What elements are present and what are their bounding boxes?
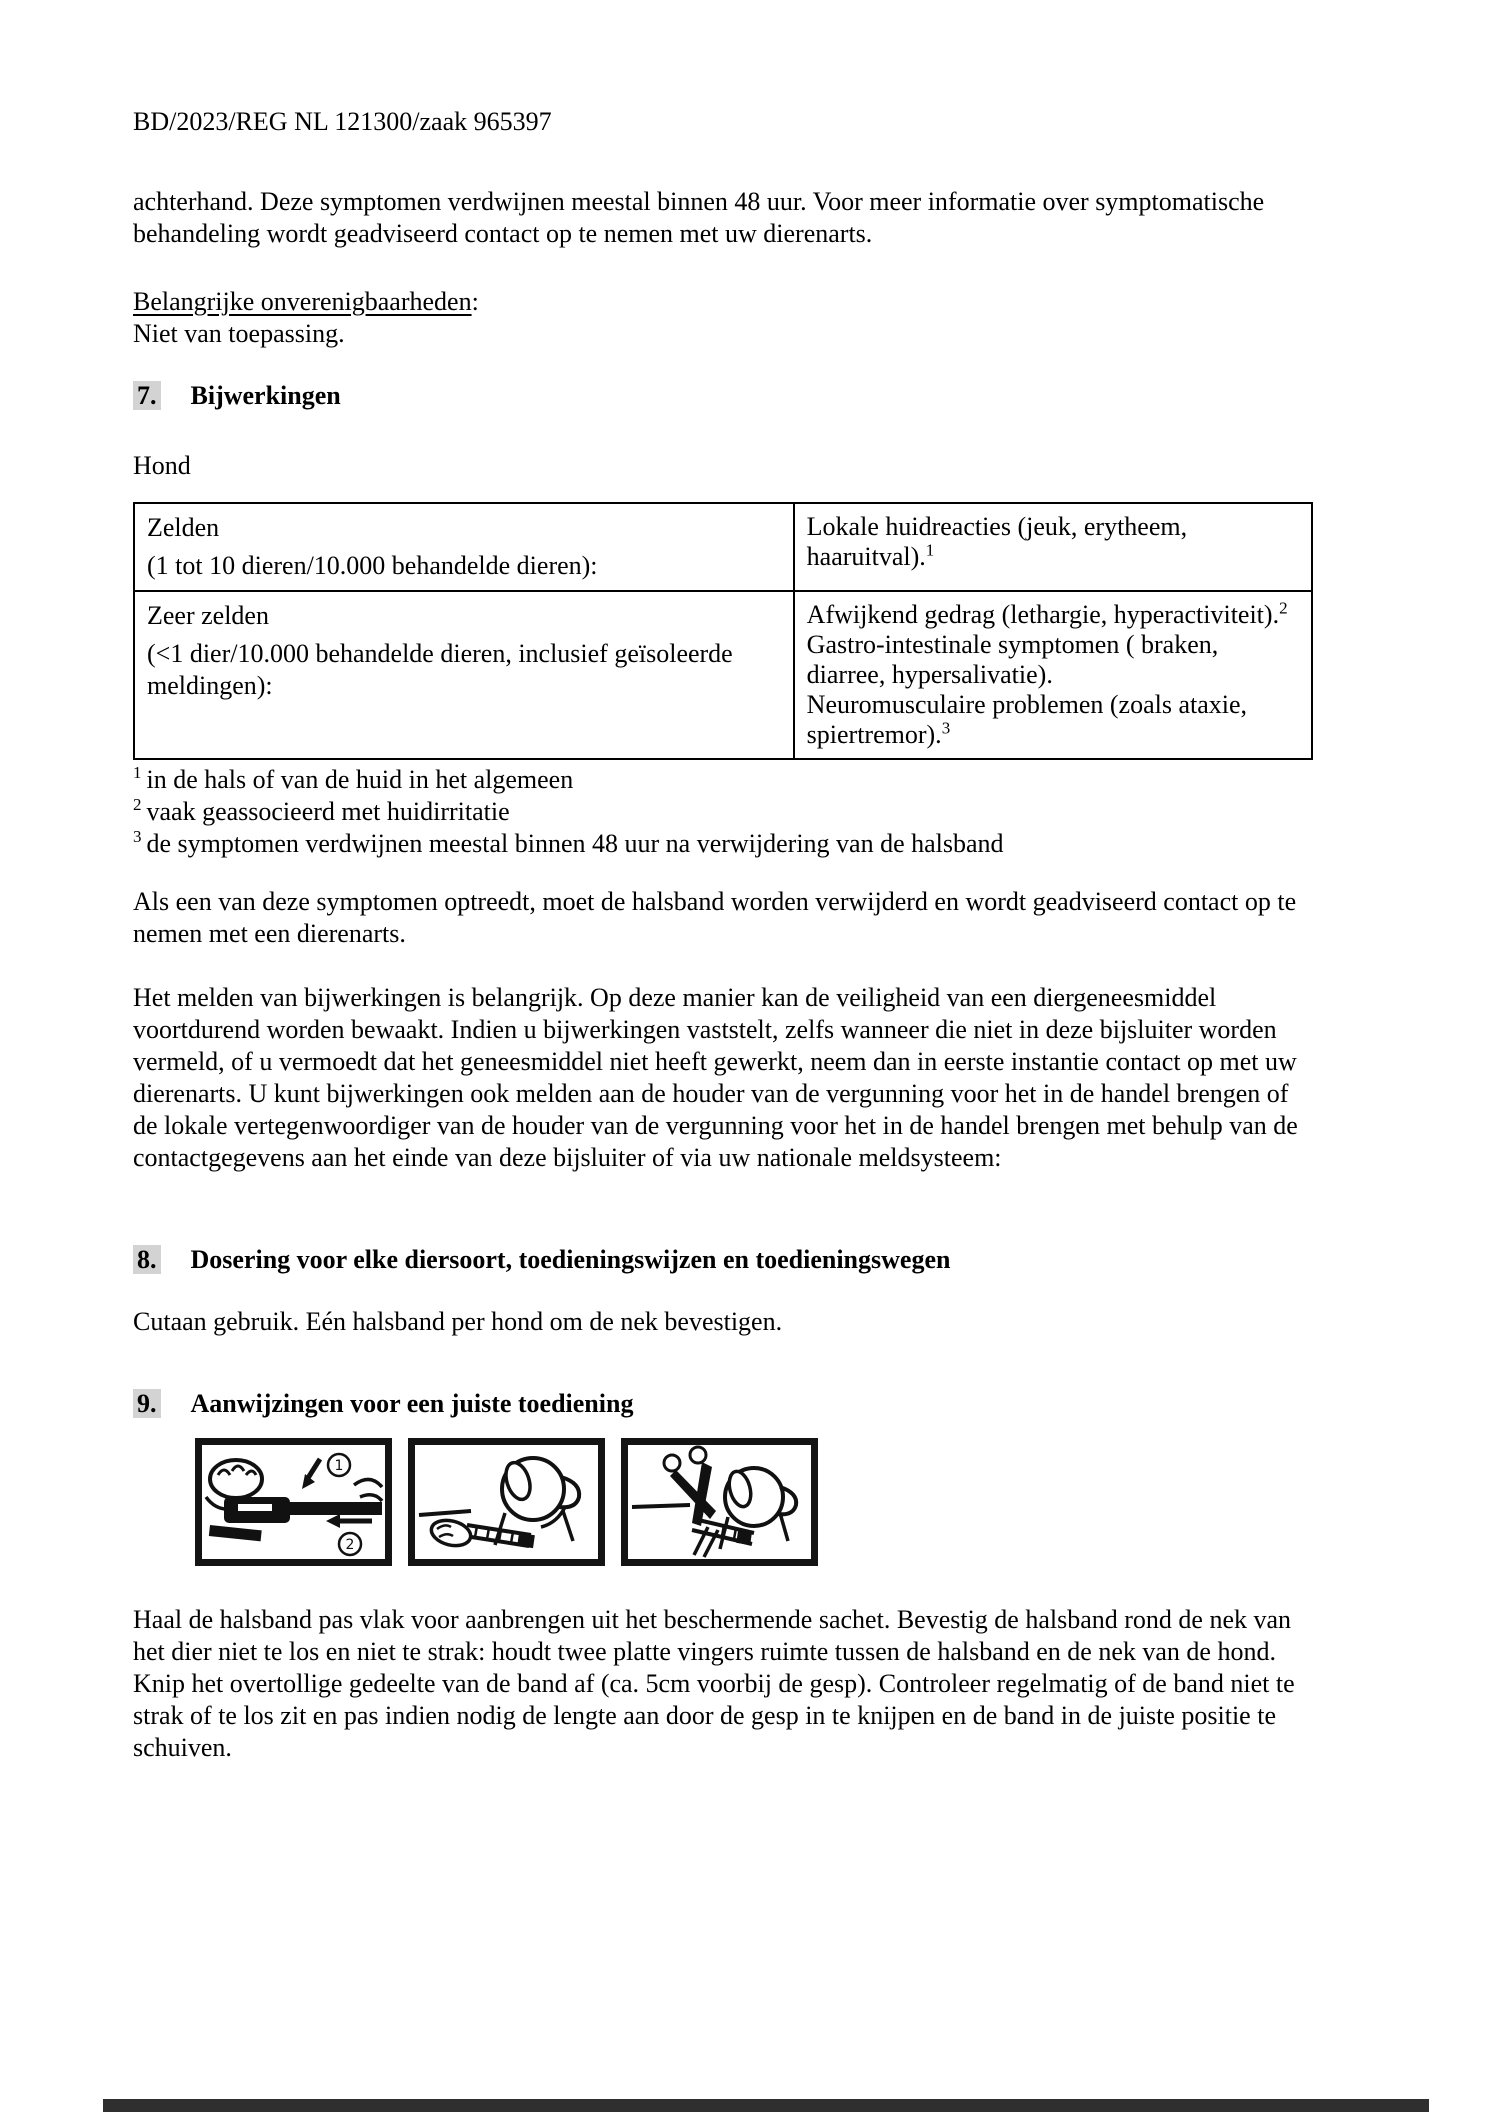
footnote-ref: 3 bbox=[941, 718, 951, 738]
footnote-marker: 3 bbox=[133, 827, 142, 847]
section-9-heading bbox=[133, 1388, 1313, 1420]
table-footnotes bbox=[133, 764, 1313, 860]
table-row bbox=[134, 503, 1312, 591]
figure-step1-thread-buckle bbox=[195, 1438, 392, 1566]
species-label: Hond bbox=[133, 451, 191, 480]
footnote-text: vaak geassocieerd met huidirritatie bbox=[146, 797, 510, 826]
reaction-item: Neuromusculaire problemen (zoals ataxie, spiertremor).$^3$ bbox=[806, 690, 1248, 749]
figure-step2-fit-collar bbox=[408, 1438, 605, 1566]
footnote-ref: 1 bbox=[925, 540, 935, 560]
application-instructions-paragraph: Haal de halsband pas vlak voor aanbrengen uit het beschermende sachet. Bevestig de halsband rond de nek van het dier niet te los en niet te strak: houdt twee platte vingers ruimte tussen de halsband en de nek van de hond. Knip het overtollige gedeelte van de band af (ca. 5cm voorbij de gesp). Controleer regelmatig of de band niet te strak of te los zit en pas indien nodig de lengte aan door de gesp in te knijpen en de band in de juiste positie te schuiven. bbox=[133, 1605, 1295, 1762]
cutting-excess-collar-illustration bbox=[628, 1445, 811, 1559]
section-8-title: Dosering voor elke diersoort, toedieningswijzen en toedieningswegen bbox=[190, 1245, 951, 1274]
dosage-paragraph: Cutaan gebruik. Eén halsband per hond om de nek bevestigen. bbox=[133, 1307, 783, 1336]
section-7-title: Bijwerkingen bbox=[190, 381, 341, 410]
frequency-detail: (<1 dier/10.000 behandelde dieren, inclusief geïsoleerde meldingen): bbox=[147, 639, 733, 700]
collar-fitting-on-dog-illustration bbox=[415, 1445, 598, 1559]
reactions-cell-rare bbox=[794, 503, 1312, 591]
section-7-heading bbox=[133, 380, 1313, 412]
step-1-marker: 1 bbox=[334, 1458, 344, 1474]
section-9-number: 9. bbox=[133, 1389, 161, 1418]
reaction-item: Afwijkend gedrag (lethargie, hyperactiviteit).$^2$ bbox=[806, 598, 1288, 629]
reaction-item: Lokale huidreacties (jeuk, erytheem, haaruitval).$^1$ bbox=[806, 512, 1188, 571]
footnote-marker: 2 bbox=[133, 795, 142, 815]
frequency-cell-very-rare bbox=[134, 591, 794, 759]
incompatibilities-heading-colon: : bbox=[471, 287, 479, 316]
figure-step3-cut-excess bbox=[621, 1438, 818, 1566]
frequency-title: Zelden bbox=[147, 513, 220, 542]
document-reference: BD/2023/REG NL 121300/zaak 965397 bbox=[133, 107, 552, 136]
footnote-ref: 2 bbox=[1279, 598, 1288, 618]
collar-buckle-threading-illustration bbox=[202, 1445, 385, 1559]
footnote bbox=[133, 796, 1313, 828]
footnote-text: in de hals of van de huid in het algemeen bbox=[146, 765, 574, 794]
section-7-number: 7. bbox=[133, 381, 161, 410]
section-8-heading bbox=[133, 1244, 1313, 1276]
table-row bbox=[134, 591, 1312, 759]
footnote bbox=[133, 764, 1313, 796]
adverse-reactions-table bbox=[133, 502, 1313, 760]
frequency-title: Zeer zelden bbox=[147, 601, 269, 630]
intro-paragraph: achterhand. Deze symptomen verdwijnen meestal binnen 48 uur. Voor meer informatie over symptomatische behandeling wordt geadviseerd contact op te nemen met uw dierenarts. bbox=[133, 187, 1265, 248]
document-page bbox=[133, 0, 1313, 1764]
frequency-detail: (1 tot 10 dieren/10.000 behandelde dieren): bbox=[147, 551, 598, 580]
frequency-cell-rare bbox=[134, 503, 794, 591]
reaction-item: Gastro-intestinale symptomen ( braken, diarree, hypersalivatie). bbox=[806, 630, 1219, 689]
incompatibilities-heading-line bbox=[133, 286, 1313, 318]
symptom-removal-paragraph: Als een van deze symptomen optreedt, moet de halsband worden verwijderd en wordt geadviseerd contact op te nemen met een dierenarts. bbox=[133, 887, 1297, 948]
step-2-marker: 2 bbox=[345, 1537, 355, 1553]
next-page-edge-bar bbox=[103, 2099, 1429, 2112]
incompatibilities-body: Niet van toepassing. bbox=[133, 319, 345, 348]
footnote-text: de symptomen verdwijnen meestal binnen 48 uur na verwijdering van de halsband bbox=[146, 829, 1004, 858]
footnote-marker: 1 bbox=[133, 763, 142, 783]
incompatibilities-heading: Belangrijke onverenigbaarheden bbox=[133, 287, 472, 316]
adverse-event-reporting-paragraph: Het melden van bijwerkingen is belangrijk. Op deze manier kan de veiligheid van een diergeneesmiddel voortdurend worden bewaakt. Indien u bijwerkingen vaststelt, zelfs wanneer die niet in deze bijsluiter worden vermeld, of u vermoedt dat het geneesmiddel niet heeft gewerkt, neem dan in eerste instantie contact op met uw dierenarts. U kunt bijwerkingen ook melden aan de houder van de vergunning voor het in de handel brengen of de lokale vertegenwoordiger van de houder van de vergunning voor het in de handel brengen met behulp van de contactgegevens aan het einde van deze bijsluiter of via uw nationale meldsysteem: bbox=[133, 983, 1298, 1172]
section-8-number: 8. bbox=[133, 1245, 161, 1274]
incompatibilities-block bbox=[133, 286, 1313, 350]
reactions-cell-very-rare bbox=[794, 591, 1312, 759]
footnote bbox=[133, 828, 1313, 860]
section-9-title: Aanwijzingen voor een juiste toediening bbox=[190, 1389, 634, 1418]
administration-figures bbox=[195, 1438, 1313, 1566]
